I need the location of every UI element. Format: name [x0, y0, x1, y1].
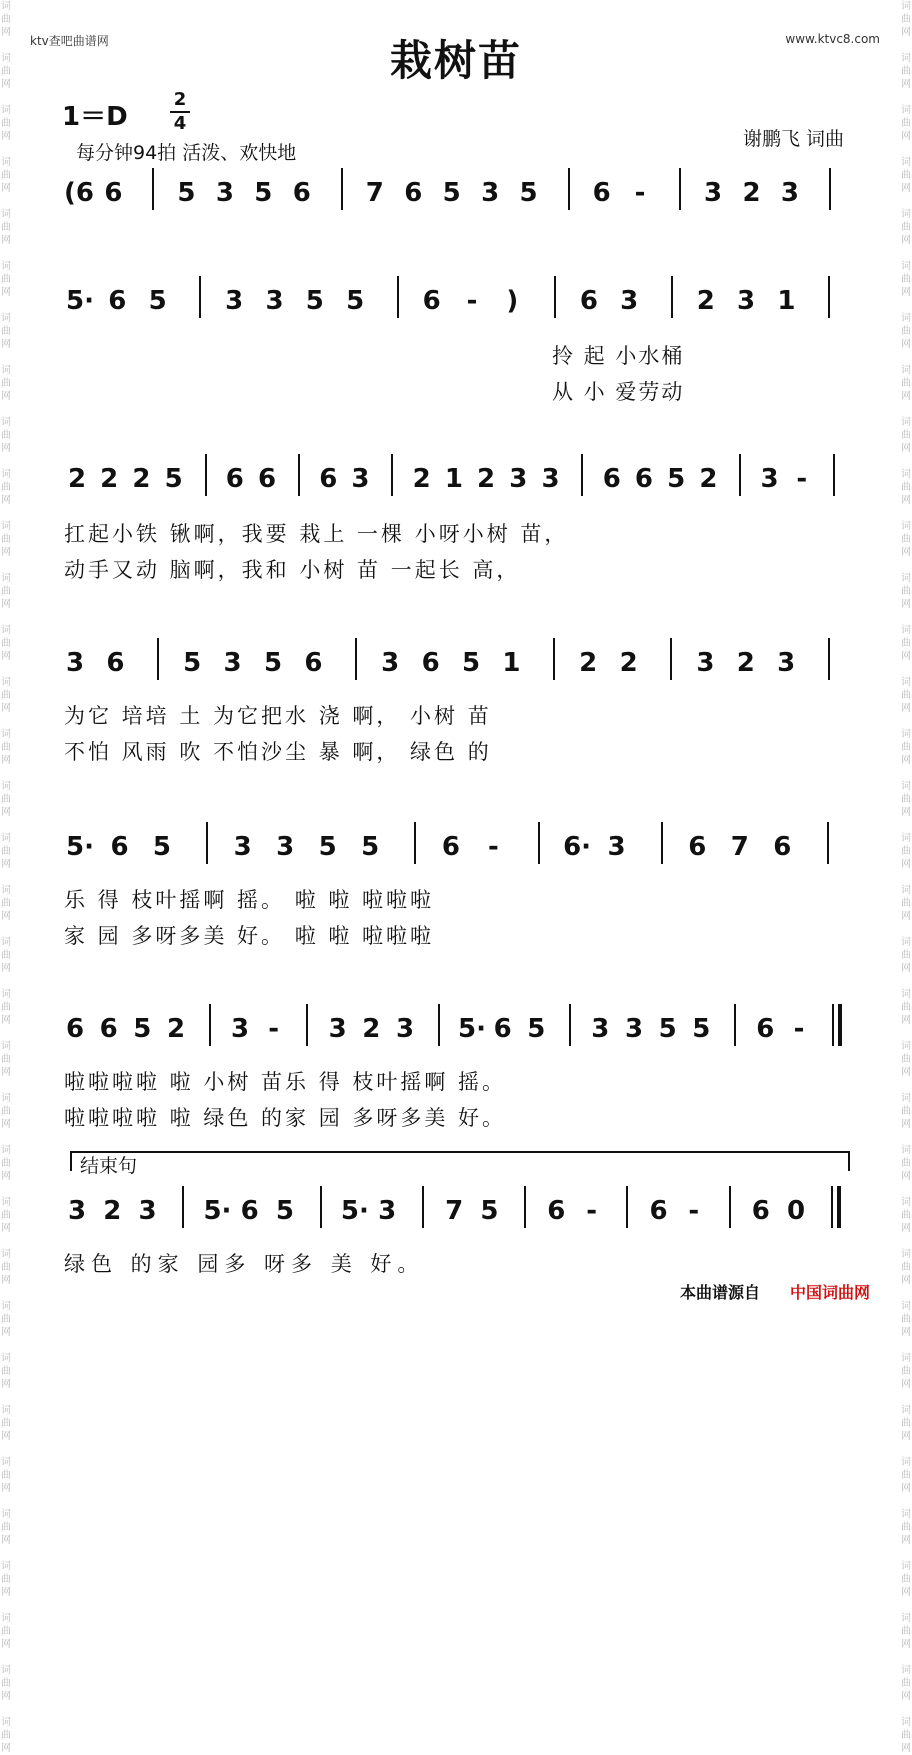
note: 3 [65, 648, 85, 678]
note: 2 [103, 1196, 122, 1226]
barline [679, 168, 681, 210]
note: 3 [541, 464, 560, 494]
note: 5 [442, 178, 461, 208]
time-signature-top: 2 [173, 89, 187, 110]
composer-credit: 谢鹏飞 词曲 [742, 128, 844, 150]
tempo-marking: 每分钟94拍 活泼、欢快地 [76, 142, 297, 164]
barline [829, 168, 831, 210]
note: 1 [502, 648, 521, 678]
note: 5 [164, 464, 183, 494]
note: 6 [304, 648, 323, 678]
barline [320, 1186, 322, 1228]
note: 1 [444, 464, 463, 494]
barline [827, 822, 829, 864]
note: 6· [563, 832, 592, 862]
note: 6 [104, 178, 123, 208]
note: 5 [263, 648, 283, 678]
note: 6 [422, 286, 441, 316]
barline [569, 1004, 571, 1046]
note: 3 [223, 648, 242, 678]
note: 5 [148, 286, 167, 316]
barline [182, 1186, 184, 1228]
barline [626, 1186, 628, 1228]
note: - [796, 464, 808, 494]
barline [438, 1004, 440, 1046]
barline [414, 822, 416, 864]
note: 5 [275, 1196, 294, 1226]
note: 3 [230, 1014, 250, 1044]
note: 5· [340, 1196, 369, 1226]
watermark-left: ktv查吧曲谱网 [30, 34, 109, 48]
time-signature [170, 90, 190, 134]
note: 3 [378, 1196, 397, 1226]
note: ) [506, 286, 519, 316]
note: 6 [649, 1196, 668, 1226]
barline [729, 1186, 731, 1228]
note: 5· [203, 1196, 232, 1226]
note: 5 [305, 286, 324, 316]
barline [206, 822, 208, 864]
note: 6 [773, 832, 792, 862]
barline [568, 168, 570, 210]
note: 6 [602, 464, 621, 494]
note: 5 [318, 832, 337, 862]
note: 6 [688, 832, 707, 862]
note: 2 [100, 464, 119, 494]
note: 5 [461, 648, 481, 678]
note: 5· [66, 832, 94, 862]
note: 2 [67, 464, 87, 494]
side-watermark-right: 词 曲 网 词 曲 网 词 曲 网 词 曲 网 词 曲 网 词 曲 网 词 曲 网 词 曲 网 词 曲 网 词 曲 网 词 曲 网 词 曲 网 词 曲 网 词 曲 网 词 曲 网 词 曲 网 词 曲 网 词 曲 网 词 曲 网 词 曲 网 词 曲 网 词 曲 网 词 曲 网 词 曲 网 词 曲 网 词 曲 网 词 曲 网 词 曲 网 词 曲 网 词 曲 网 词 曲 网 词 曲 网 词 曲 网 词 曲 网 [901, 1, 911, 1754]
barline [199, 276, 201, 318]
note: 2 [477, 464, 496, 494]
note: 3 [67, 1196, 87, 1226]
lyrics-row3-verse2: 动手又动 脑啊，我和 小树 苗 一起长 高， [64, 558, 521, 582]
barline [581, 454, 583, 496]
barline [832, 1004, 834, 1046]
note: 7 [730, 832, 749, 862]
note: 5 [480, 1196, 499, 1226]
ending-label: 结束句 [80, 1155, 138, 1177]
barline [833, 454, 835, 496]
note: 7 [365, 178, 384, 208]
note: 3 [780, 178, 799, 208]
key-signature: 1＝D [62, 102, 128, 132]
note: 3 [381, 648, 400, 678]
barline [553, 638, 555, 680]
note: 2 [412, 464, 431, 494]
lyrics-row2-verse1: 拎 起 小水桶 [552, 344, 685, 368]
footer-source: 本曲谱源自 [680, 1283, 761, 1302]
note: 3 [760, 464, 779, 494]
note: - [793, 1014, 805, 1044]
barline [524, 1186, 526, 1228]
barline [554, 276, 556, 318]
side-watermark-left: 词 曲 网 词 曲 网 词 曲 网 词 曲 网 词 曲 网 词 曲 网 词 曲 网 词 曲 网 词 曲 网 词 曲 网 词 曲 网 词 曲 网 词 曲 网 词 曲 网 词 曲 网 词 曲 网 词 曲 网 词 曲 网 词 曲 网 词 曲 网 词 曲 网 词 曲 网 词 曲 网 词 曲 网 词 曲 网 词 曲 网 词 曲 网 词 曲 网 词 曲 网 词 曲 网 词 曲 网 词 曲 网 词 曲 网 词 曲 网 [1, 1, 11, 1754]
note: (6 [64, 178, 94, 208]
note: 6 [106, 648, 125, 678]
lyrics-row6-verse1: 啦啦啦啦 啦 小树 苗乐 得 枝叶摇啊 摇。 [64, 1070, 507, 1094]
barline [671, 276, 673, 318]
note: 3 [591, 1014, 610, 1044]
note: 6 [579, 286, 598, 316]
note: 6 [99, 1014, 118, 1044]
barline [831, 1186, 833, 1228]
barline [209, 1004, 211, 1046]
barline [391, 454, 393, 496]
barline [157, 638, 159, 680]
barline [661, 822, 663, 864]
note: 3 [696, 648, 715, 678]
note: 2 [699, 464, 718, 494]
note: 2 [742, 178, 761, 208]
lyrics-row4-verse2: 不怕 风雨 吹 不怕沙尘 暴 啊， 绿色 的 [64, 740, 492, 764]
note: 5 [183, 648, 202, 678]
note: 3 [395, 1014, 415, 1044]
note: 5 [692, 1014, 711, 1044]
note: 5 [346, 286, 365, 316]
note: 2 [132, 464, 151, 494]
note: 6 [547, 1196, 566, 1226]
note: 3 [607, 832, 626, 862]
barline [538, 822, 540, 864]
lyrics-row3-verse1: 扛起小铁 锹啊，我要 栽上 一棵 小呀小树 苗， [64, 522, 569, 546]
note: 0 [786, 1196, 806, 1226]
note: 6 [292, 178, 311, 208]
note: 3 [620, 286, 639, 316]
ending-bracket [70, 1151, 850, 1171]
barline [670, 638, 672, 680]
note: 3 [233, 832, 252, 862]
note: - [466, 286, 478, 316]
note: 5 [177, 178, 196, 208]
time-signature-bottom: 4 [173, 113, 187, 134]
barline [828, 638, 830, 680]
note: 5 [658, 1014, 677, 1044]
barline [152, 168, 154, 210]
note: 6 [751, 1196, 770, 1226]
note: 7 [445, 1196, 464, 1226]
note: 3 [138, 1196, 157, 1226]
note: - [268, 1014, 280, 1044]
note: 5 [667, 464, 686, 494]
note: 1 [777, 286, 796, 316]
note: 3 [215, 178, 234, 208]
note: 3 [704, 178, 723, 208]
note: 6 [592, 178, 611, 208]
note: 6 [404, 178, 423, 208]
note: 3 [624, 1014, 644, 1044]
note: 3 [225, 286, 244, 316]
note: 6 [441, 832, 460, 862]
note: - [586, 1196, 597, 1226]
barline [355, 638, 357, 680]
lyrics-row7: 绿色 的家 园多 呀多 美 好。 [64, 1252, 425, 1276]
note: 6 [421, 648, 440, 678]
barline [341, 168, 343, 210]
note: 5 [527, 1014, 546, 1044]
note: 2 [579, 648, 598, 678]
watermark-right: www.ktvc8.com [785, 32, 880, 46]
note: 6 [65, 1014, 85, 1044]
note: 6 [258, 464, 277, 494]
note: 3 [481, 178, 500, 208]
note: - [634, 178, 646, 208]
barline [397, 276, 399, 318]
barline [306, 1004, 308, 1046]
note: 2 [696, 286, 715, 316]
note: 6 [493, 1014, 512, 1044]
lyrics-row6-verse2: 啦啦啦啦 啦 绿色 的家 园 多呀多美 好。 [64, 1106, 507, 1130]
note: 6 [225, 464, 244, 494]
note: 5· [66, 286, 94, 316]
note: - [688, 1196, 700, 1226]
note: 2 [166, 1014, 186, 1044]
barline [837, 1186, 841, 1228]
note: 2 [619, 648, 638, 678]
note: 6 [319, 464, 338, 494]
note: 2 [362, 1014, 381, 1044]
note: 2 [736, 648, 755, 678]
note: - [487, 832, 499, 862]
note: 3 [328, 1014, 347, 1044]
note: 6 [240, 1196, 259, 1226]
song-title: 栽树苗 [389, 36, 522, 85]
note: 3 [276, 832, 295, 862]
note: 3 [265, 286, 284, 316]
barline [828, 276, 830, 318]
lyrics-row2-verse2: 从 小 爱劳动 [552, 380, 685, 404]
barline [298, 454, 300, 496]
lyrics-row5-verse1: 乐 得 枝叶摇啊 摇。 啦 啦 啦啦啦 [64, 888, 435, 912]
note: 3 [509, 464, 528, 494]
lyrics-row5-verse2: 家 园 多呀多美 好。 啦 啦 啦啦啦 [64, 924, 435, 948]
note: 3 [351, 464, 370, 494]
footer-site-link[interactable]: 中国词曲网 [790, 1283, 871, 1302]
note: 3 [777, 648, 796, 678]
note: 5 [133, 1014, 152, 1044]
note: 5 [519, 178, 538, 208]
barline [734, 1004, 736, 1046]
note: 5· [458, 1014, 486, 1044]
note: 5 [361, 832, 380, 862]
note: 6 [634, 464, 653, 494]
barline [422, 1186, 424, 1228]
note: 6 [108, 286, 127, 316]
barline [739, 454, 741, 496]
note: 6 [756, 1014, 775, 1044]
barline [205, 454, 207, 496]
lyrics-row4-verse1: 为它 培培 土 为它把水 浇 啊， 小树 苗 [64, 704, 492, 728]
note: 6 [110, 832, 129, 862]
note: 5 [152, 832, 172, 862]
note: 5 [254, 178, 273, 208]
barline [838, 1004, 842, 1046]
note: 3 [737, 286, 756, 316]
